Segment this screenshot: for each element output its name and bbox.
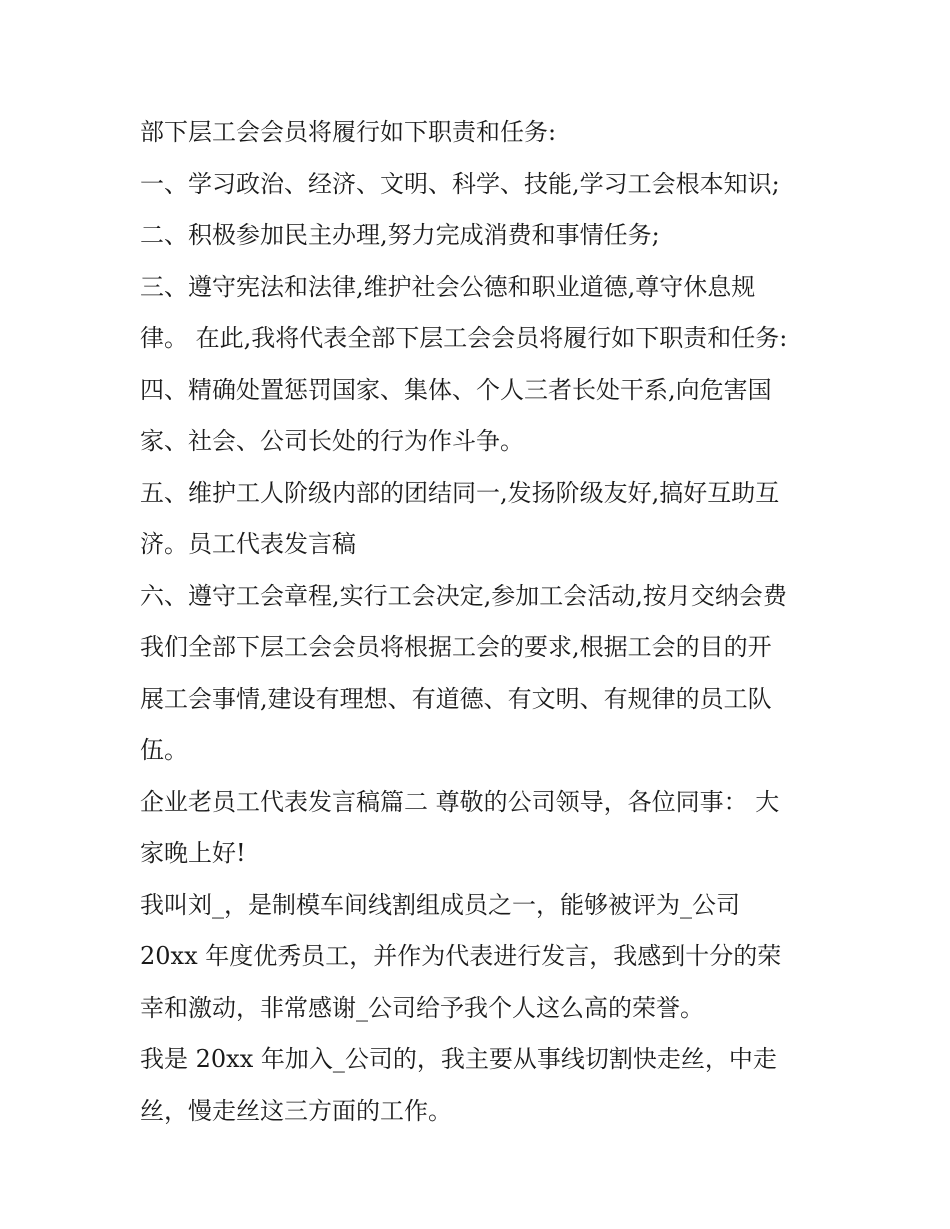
text-line: 幸和激动，非常感谢_公司给予我个人这么高的荣誉。 [140, 993, 704, 1022]
text-line: 一、学习政治、经济、文明、科学、技能,学习工会根本知识; [140, 169, 780, 198]
text-line: 家、社会、公司长处的行为作斗争。 [140, 427, 524, 455]
text-line: 二、积极参加民主办理,努力完成消费和事情任务; [140, 221, 660, 249]
text-line: 展工会事情,建设有理想、有道德、有文明、有规律的员工队 [140, 684, 772, 713]
text-line: 济。员工代表发言稿 [140, 530, 356, 558]
text-line: 我叫刘_，是制模车间线割组成员之一，能够被评为_公司 [140, 890, 740, 919]
text-line: 我们全部下层工会会员将根据工会的要求,根据工会的目的开 [140, 633, 772, 661]
text-line: 丝，慢走丝这三方面的工作。 [140, 1096, 452, 1125]
text-line: 六、遵守工会章程,实行工会决定,参加工会活动,按月交纳会费 [140, 581, 787, 610]
text-line: 四、精确处置惩罚国家、集体、个人三者长处干系,向危害国 [140, 375, 772, 404]
document-body [140, 107, 810, 1137]
text-line: 20xx 年度优秀员工，并作为代表进行发言，我感到十分的荣 [140, 942, 782, 970]
text-line: 部下层工会会员将履行如下职责和任务: [140, 118, 557, 146]
text-line: 律。 在此,我将代表全部下层工会会员将履行如下职责和任务: [140, 324, 788, 352]
text-line: 企业老员工代表发言稿篇二 尊敬的公司领导，各位同事： 大 [140, 787, 780, 816]
text-line: 三、遵守宪法和法律,维护社会公德和职业道德,尊守休息规 [140, 272, 756, 301]
text-line: 我是 20xx 年加入_公司的，我主要从事线切割快走丝，中走 [140, 1045, 777, 1073]
text-line: 家晚上好! [140, 839, 246, 867]
text-line: 伍。 [140, 736, 188, 764]
text-line: 五、维护工人阶级内部的团结同一,发扬阶级友好,搞好互助互 [140, 478, 780, 507]
